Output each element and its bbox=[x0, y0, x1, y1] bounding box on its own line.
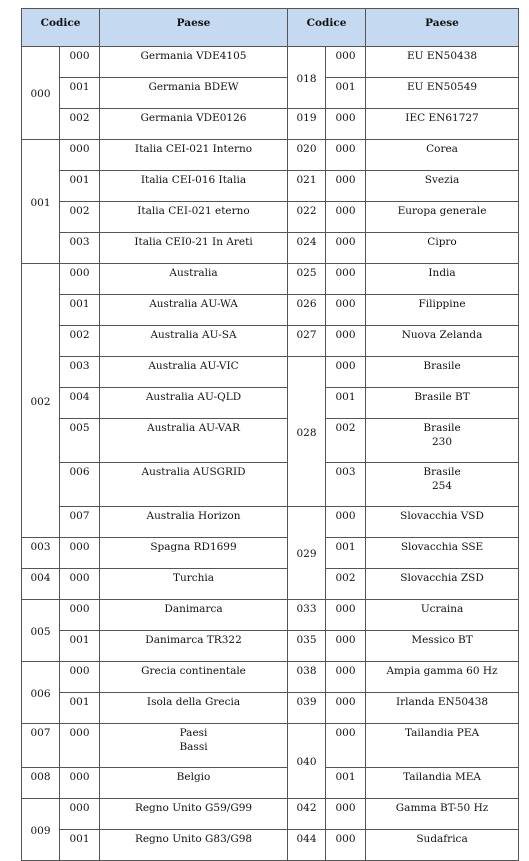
country-name: Slovacchia VSD bbox=[366, 507, 519, 538]
sub-code: 000 bbox=[326, 171, 366, 202]
country-name-line: 254 bbox=[432, 480, 453, 492]
group-code: 009 bbox=[22, 799, 60, 861]
country-name: EU EN50549 bbox=[366, 78, 519, 109]
table-row bbox=[22, 202, 519, 233]
header-row bbox=[22, 9, 519, 47]
country-name-line: Paesi bbox=[179, 727, 208, 739]
sub-code: 000 bbox=[326, 662, 366, 693]
group-code: 001 bbox=[22, 140, 60, 264]
sub-code: 000 bbox=[60, 47, 100, 78]
sub-code: 001 bbox=[60, 171, 100, 202]
sub-code: 006 bbox=[60, 463, 100, 507]
table-row bbox=[22, 109, 519, 140]
sub-code: 002 bbox=[326, 419, 366, 463]
group-code: 002 bbox=[22, 264, 60, 538]
sub-code: 007 bbox=[60, 507, 100, 538]
country-name: Belgio bbox=[100, 768, 288, 799]
group-code: 004 bbox=[22, 569, 60, 600]
table-row bbox=[22, 631, 519, 662]
sub-code: 003 bbox=[60, 233, 100, 264]
group-code: 028 bbox=[288, 357, 326, 507]
sub-code: 000 bbox=[326, 140, 366, 171]
country-name: Australia AU-SA bbox=[100, 326, 288, 357]
country-name: Italia CEI-016 Italia bbox=[100, 171, 288, 202]
table-row bbox=[22, 264, 519, 295]
country-name: Nuova Zelanda bbox=[366, 326, 519, 357]
country-name: Italia CEI0-21 In Areti bbox=[100, 233, 288, 264]
country-name: Australia Horizon bbox=[100, 507, 288, 538]
group-code: 042 bbox=[288, 799, 326, 830]
country-name: Corea bbox=[366, 140, 519, 171]
sub-code: 000 bbox=[60, 264, 100, 295]
header-codice-right: Codice bbox=[288, 9, 366, 47]
group-code: 024 bbox=[288, 233, 326, 264]
group-code: 019 bbox=[288, 109, 326, 140]
group-code: 027 bbox=[288, 326, 326, 357]
country-name: Australia bbox=[100, 264, 288, 295]
sub-code: 000 bbox=[60, 600, 100, 631]
country-name: Sudafrica bbox=[366, 830, 519, 861]
header-paese-right: Paese bbox=[366, 9, 519, 47]
country-name: Italia CEI-021 eterno bbox=[100, 202, 288, 233]
table-row bbox=[22, 78, 519, 109]
country-name bbox=[366, 463, 519, 507]
country-name bbox=[100, 724, 288, 768]
country-name: Australia AU-VIC bbox=[100, 357, 288, 388]
table-row bbox=[22, 600, 519, 631]
country-name: Spagna RD1699 bbox=[100, 538, 288, 569]
sub-code: 001 bbox=[326, 538, 366, 569]
group-code: 003 bbox=[22, 538, 60, 569]
country-name: Tailandia MEA bbox=[366, 768, 519, 799]
sub-code: 000 bbox=[60, 569, 100, 600]
country-name: Isola della Grecia bbox=[100, 693, 288, 724]
sub-code: 000 bbox=[326, 202, 366, 233]
country-name: Tailandia PEA bbox=[366, 724, 519, 768]
sub-code: 000 bbox=[326, 326, 366, 357]
country-name: Australia AU-QLD bbox=[100, 388, 288, 419]
sub-code: 002 bbox=[326, 569, 366, 600]
group-code: 040 bbox=[288, 724, 326, 799]
country-name: Irlanda EN50438 bbox=[366, 693, 519, 724]
group-code: 039 bbox=[288, 693, 326, 724]
sub-code: 000 bbox=[326, 507, 366, 538]
sub-code: 000 bbox=[326, 724, 366, 768]
sub-code: 000 bbox=[326, 295, 366, 326]
group-code: 026 bbox=[288, 295, 326, 326]
country-name: Danimarca bbox=[100, 600, 288, 631]
country-name-line: Brasile bbox=[423, 466, 461, 478]
sub-code: 001 bbox=[326, 768, 366, 799]
sub-code: 001 bbox=[60, 830, 100, 861]
sub-code: 000 bbox=[60, 799, 100, 830]
group-code: 021 bbox=[288, 171, 326, 202]
country-name: Germania BDEW bbox=[100, 78, 288, 109]
sub-code: 002 bbox=[60, 326, 100, 357]
group-code: 008 bbox=[22, 768, 60, 799]
country-name: Brasile BT bbox=[366, 388, 519, 419]
table-row bbox=[22, 768, 519, 799]
country-name: Regno Unito G59/G99 bbox=[100, 799, 288, 830]
country-name: Grecia continentale bbox=[100, 662, 288, 693]
sub-code: 001 bbox=[60, 693, 100, 724]
sub-code: 000 bbox=[60, 768, 100, 799]
table-row bbox=[22, 538, 519, 569]
sub-code: 001 bbox=[60, 631, 100, 662]
table-row bbox=[22, 171, 519, 202]
country-name: Filippine bbox=[366, 295, 519, 326]
table-row bbox=[22, 830, 519, 861]
country-name: India bbox=[366, 264, 519, 295]
country-name: Germania VDE4105 bbox=[100, 47, 288, 78]
table-row bbox=[22, 799, 519, 830]
table-row bbox=[22, 140, 519, 171]
group-code: 035 bbox=[288, 631, 326, 662]
country-name: Danimarca TR322 bbox=[100, 631, 288, 662]
group-code: 007 bbox=[22, 724, 60, 768]
sub-code: 001 bbox=[60, 78, 100, 109]
sub-code: 001 bbox=[60, 295, 100, 326]
country-name: Slovacchia SSE bbox=[366, 538, 519, 569]
sub-code: 000 bbox=[326, 357, 366, 388]
table-row bbox=[22, 357, 519, 388]
country-name: EU EN50438 bbox=[366, 47, 519, 78]
country-name: Australia AUSGRID bbox=[100, 463, 288, 507]
sub-code: 000 bbox=[60, 140, 100, 171]
group-code: 025 bbox=[288, 264, 326, 295]
table-row bbox=[22, 326, 519, 357]
group-code: 000 bbox=[22, 47, 60, 140]
table-row bbox=[22, 662, 519, 693]
sub-code: 000 bbox=[60, 662, 100, 693]
country-name: Australia AU-VAR bbox=[100, 419, 288, 463]
sub-code: 000 bbox=[326, 830, 366, 861]
country-name: Slovacchia ZSD bbox=[366, 569, 519, 600]
sub-code: 004 bbox=[60, 388, 100, 419]
country-name: Italia CEI-021 Interno bbox=[100, 140, 288, 171]
group-code: 018 bbox=[288, 47, 326, 109]
country-name-line: 230 bbox=[432, 436, 453, 448]
country-name: Svezia bbox=[366, 171, 519, 202]
sub-code: 001 bbox=[326, 78, 366, 109]
table-row bbox=[22, 569, 519, 600]
table-row bbox=[22, 724, 519, 768]
sub-code: 000 bbox=[326, 264, 366, 295]
country-name: Brasile bbox=[366, 357, 519, 388]
sub-code: 001 bbox=[326, 388, 366, 419]
sub-code: 000 bbox=[60, 538, 100, 569]
country-name-line: Bassi bbox=[179, 741, 208, 753]
group-code: 029 bbox=[288, 507, 326, 600]
country-name: IEC EN61727 bbox=[366, 109, 519, 140]
sub-code: 000 bbox=[326, 109, 366, 140]
country-name: Australia AU-WA bbox=[100, 295, 288, 326]
country-name: Messico BT bbox=[366, 631, 519, 662]
table-row bbox=[22, 233, 519, 264]
country-name: Germania VDE0126 bbox=[100, 109, 288, 140]
country-name bbox=[366, 419, 519, 463]
header-codice-left: Codice bbox=[22, 9, 100, 47]
table-row bbox=[22, 419, 519, 463]
sub-code: 000 bbox=[326, 799, 366, 830]
group-code: 033 bbox=[288, 600, 326, 631]
country-name: Europa generale bbox=[366, 202, 519, 233]
group-code: 020 bbox=[288, 140, 326, 171]
group-code: 044 bbox=[288, 830, 326, 861]
sub-code: 000 bbox=[326, 631, 366, 662]
table-row bbox=[22, 295, 519, 326]
country-name: Gamma BT-50 Hz bbox=[366, 799, 519, 830]
table-row bbox=[22, 693, 519, 724]
country-name: Cipro bbox=[366, 233, 519, 264]
group-code: 022 bbox=[288, 202, 326, 233]
country-name: Ucraina bbox=[366, 600, 519, 631]
sub-code: 000 bbox=[60, 724, 100, 768]
group-code: 038 bbox=[288, 662, 326, 693]
sub-code: 005 bbox=[60, 419, 100, 463]
country-name: Ampia gamma 60 Hz bbox=[366, 662, 519, 693]
country-code-table bbox=[21, 8, 519, 861]
group-code: 006 bbox=[22, 662, 60, 724]
header-paese-left: Paese bbox=[100, 9, 288, 47]
group-code: 005 bbox=[22, 600, 60, 662]
table-row bbox=[22, 388, 519, 419]
sub-code: 003 bbox=[326, 463, 366, 507]
table-row bbox=[22, 47, 519, 78]
table-row bbox=[22, 507, 519, 538]
sub-code: 002 bbox=[60, 109, 100, 140]
sub-code: 000 bbox=[326, 693, 366, 724]
country-name: Regno Unito G83/G98 bbox=[100, 830, 288, 861]
sub-code: 002 bbox=[60, 202, 100, 233]
table-row bbox=[22, 463, 519, 507]
country-name-line: Brasile bbox=[423, 422, 461, 434]
country-name: Turchia bbox=[100, 569, 288, 600]
sub-code: 000 bbox=[326, 233, 366, 264]
sub-code: 000 bbox=[326, 600, 366, 631]
sub-code: 003 bbox=[60, 357, 100, 388]
sub-code: 000 bbox=[326, 47, 366, 78]
